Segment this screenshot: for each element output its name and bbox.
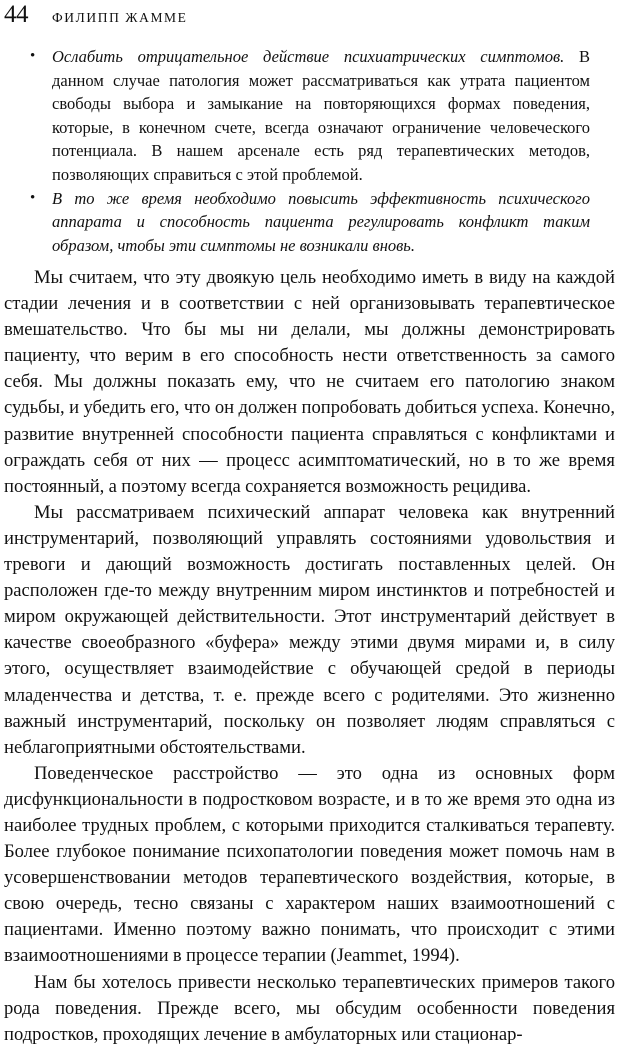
page-number: 44 [4,1,28,28]
bullet-text: В данном случае патология может рассматриваться как утрата пациентом свободы выбора и замыкание на повторяющихся формах поведения, которые, в конечном счете, всегда означают ограничение человеческого потенциала. В нашем арсенале есть ряд терапевтических методов, позволяющих справиться с этой проблемой. [52,47,590,184]
bullet-marker: • [30,189,36,206]
bullet-item [30,45,590,187]
paragraph: Мы считаем, что эту двоякую цель необходимо иметь в виду на каждой стадии лечения и в соответствии с ней организовывать терапевтическое вмешательство. Что бы мы ни делали, мы должны демонстрировать пациенту, что верим в его способность нести ответственность за самого себя. Мы должны показать ему, что не считаем его патологию знаком судьбы, и убедить его, что он должен попробовать добиться успеха. Конечно, развитие внутренней способности пациента справляться с конфликтами и ограждать себя от них — процесс асимптоматический, но в то же время постоянный, а поэтому всегда сохраняется возможность рецидива. [4,267,615,497]
page-header [4,0,188,30]
bullet-list [30,45,590,257]
bullet-emphasis: Ослабить отрицательное действие психиатрических симптомов. [52,47,565,66]
paragraph: Поведенческое расстройство — это одна из основных форм дисфункциональности в подростковом возрасте, и в то же время это одна из наиболее трудных проблем, с которыми приходится сталкиваться терапевту. Более глубокое понимание психопатологии поведения может помочь нам в усовершенствовании методов терапевтического воздействия, которые, в свою очередь, тесно связаны с характером наших взаимоотношений с пациентами. Именно поэтому важно понимать, что происходит с этими взаимоотношениями в процессе терапии (Jeammet, 1994). [4,762,615,967]
bullet-emphasis: В то же время необходимо повысить эффективность психического аппарата и способность пациента регулировать конфликт таким образом, чтобы эти симптомы не возникали вновь. [52,188,590,255]
paragraph: Мы рассматриваем психический аппарат человека как внутренний инструментарий, позволяющий управлять состояниями удовольствия и тревоги и дающий возможность достигать поставленных целей. Он расположен где-то между внутренним миром инстинктов и потребностей и миром окружающей действительности. Этот инструментарий действует в качестве своеобразного «буфера» между этими двумя мирами и, в силу этого, осуществляет взаимодействие с обучающей средой в периоды младенчества и детства, т. е. прежде всего с родителями. Это жизненно важный инструментарий, поскольку он позволяет людям справляться с неблагоприятными обстоятельствами. [4,501,615,758]
body-text [4,265,615,1048]
bullet-marker: • [30,48,36,64]
bullet-item [30,187,590,258]
running-head: ФИЛИПП ЖАММЕ [52,10,188,25]
paragraph: Нам бы хотелось привести несколько терапевтических примеров такого рода поведения. Прежде всего, мы обсудим особенности поведения подростков, проходящих лечение в амбулаторных или стационар- [4,971,615,1045]
